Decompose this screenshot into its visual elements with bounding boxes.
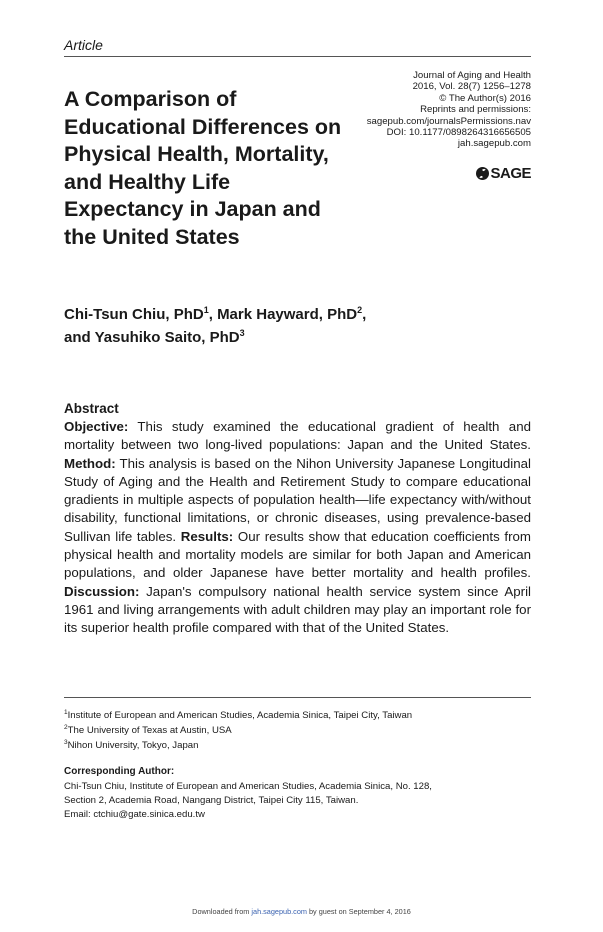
sage-logo <box>476 165 531 182</box>
author-1: Chi-Tsun Chiu, PhD <box>64 306 204 323</box>
affiliation-1 <box>64 709 531 723</box>
author-list <box>64 303 484 349</box>
footnote-divider <box>64 697 531 698</box>
author-1-affil: 1 <box>203 305 209 315</box>
reprints-label: Reprints and permissions: <box>420 104 531 116</box>
affiliation-text: The University of Texas at Austin, USA <box>67 725 232 736</box>
discussion-text: Japan's compulsory national health service system since April 1961 and living arrangements with adult children may play an important role for its superior health profile compared with that of the United States. <box>64 583 531 636</box>
journal-info <box>311 70 531 150</box>
corresponding-author-heading: Corresponding Author: <box>64 766 175 777</box>
author-separator: , <box>362 306 367 323</box>
download-suffix: by guest on September 4, 2016 <box>306 907 411 916</box>
corresponding-author-details <box>64 780 534 822</box>
author-2: Mark Hayward, PhD <box>217 306 358 323</box>
author-conjunction: and <box>64 329 95 346</box>
abstract-body <box>64 418 531 638</box>
author-3: Yasuhiko Saito, PhD <box>94 329 240 346</box>
objective-text: This study examined the educational gradient of health and mortality between two long-lived populations: Japan and the United States. <box>64 419 531 453</box>
author-2-affil: 2 <box>357 305 363 315</box>
journal-volume: 2016, Vol. 28(7) 1256–1278 <box>412 81 531 93</box>
header-divider <box>64 56 531 57</box>
results-text: Our results show that education coefficients from physical health and mortality models are similar for both Japan and American populations, and older Japanese have better mortality and health profiles. <box>64 528 531 581</box>
doi: DOI: 10.1177/0898264316656505 <box>386 127 531 139</box>
method-text: This analysis is based on the Nihon University Japanese Longitudinal Study of Aging and the Health and Retirement Study to compare educational gradients in multiple aspects of population health—life expectancy with/without disability, functional limitations, or chronic diseases, using prevalence-based Sullivan life tables. <box>64 455 531 544</box>
abstract-heading: Abstract <box>64 401 119 416</box>
article-type-label: Article <box>64 37 103 53</box>
journal-site-link[interactable]: jah.sagepub.com <box>457 138 531 150</box>
affiliation-number: 3 <box>64 738 68 746</box>
objective-label: Objective: <box>64 419 129 434</box>
sage-s-icon <box>476 167 489 180</box>
affiliation-number: 2 <box>64 723 68 731</box>
corresponding-line: Chi-Tsun Chiu, Institute of European and American Studies, Academia Sinica, No. 128, <box>64 781 432 792</box>
corresponding-line: Section 2, Academia Road, Nangang District, Taipei City 115, Taiwan. <box>64 795 359 806</box>
affiliation-2 <box>64 724 531 738</box>
affiliation-number: 1 <box>64 708 68 716</box>
sage-logo-text: SAGE <box>490 165 531 182</box>
paper-title: A Comparison of Educational Differences on Physical Health, Mortality, and Healthy Life Expectancy in Japan and the United States <box>64 87 342 249</box>
copyright: © The Author(s) 2016 <box>439 92 531 104</box>
corresponding-email[interactable]: Email: ctchiu@gate.sinica.edu.tw <box>64 809 205 820</box>
permissions-link[interactable]: sagepub.com/journalsPermissions.nav <box>366 115 531 127</box>
affiliation-3 <box>64 739 531 753</box>
method-label: Method: <box>64 455 116 471</box>
affiliation-text: Nihon University, Tokyo, Japan <box>67 740 199 751</box>
download-notice <box>0 907 603 916</box>
download-prefix: Downloaded from <box>192 907 252 916</box>
affiliation-text: Institute of European and American Studies, Academia Sinica, Taipei City, Taiwan <box>67 710 413 721</box>
author-3-affil: 3 <box>239 328 245 338</box>
journal-name: Journal of Aging and Health <box>413 70 531 81</box>
discussion-label: Discussion: <box>64 583 140 599</box>
download-link[interactable]: jah.sagepub.com <box>251 907 307 916</box>
results-label: Results: <box>180 528 234 544</box>
author-separator: , <box>208 306 218 323</box>
